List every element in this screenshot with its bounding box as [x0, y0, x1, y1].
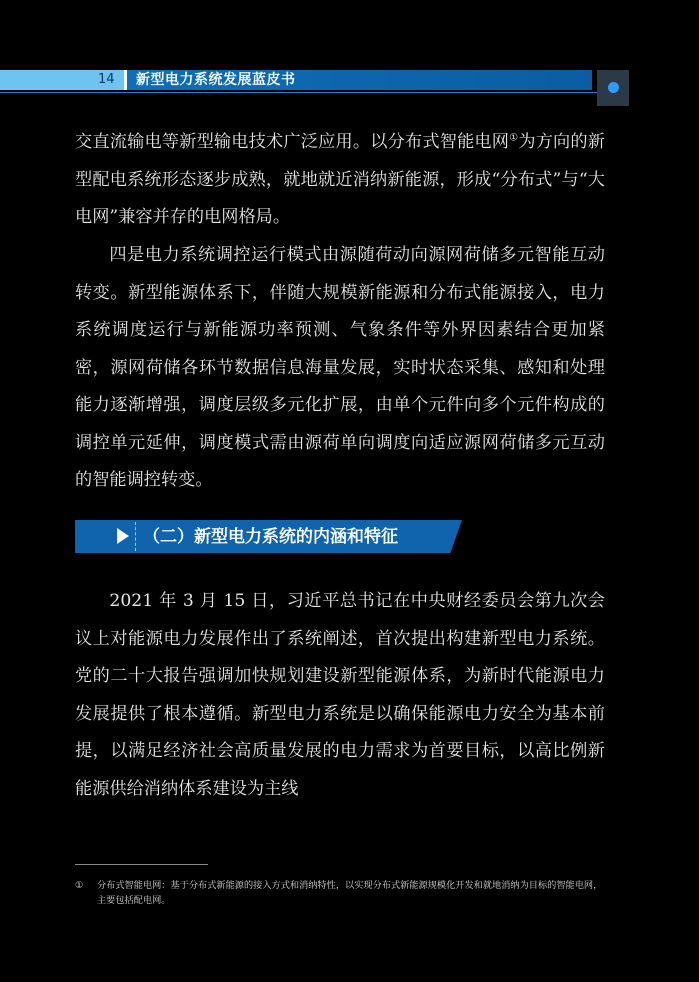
book-title: 新型电力系统发展蓝皮书 — [136, 72, 296, 88]
paragraph-1-part-b: 为方向的新型配电系统形态逐步成熟，就地就近消纳新能源，形成“分布式”与“大电网”兼容并存的电网格局。 — [75, 132, 605, 227]
footnote-rule — [75, 864, 208, 865]
paragraph-3 — [75, 583, 605, 808]
footnote-reference-mark[interactable]: ① — [509, 132, 519, 144]
page-number: 14 — [98, 72, 115, 87]
paragraph-2 — [75, 237, 605, 500]
footnote — [75, 878, 605, 908]
paragraph-1 — [75, 124, 605, 237]
paragraph-2-text: 四是电力系统调控运行模式由源随荷动向源网荷储多元智能互动转变。新型能源体系下，伴随大规模新能源和分布式能源接入，电力系统调度运行与新能源功率预测、气象条件等外界因素结合更加紧密，源网荷储各环节数据信息海量发展，实时状态采集、感知和处理能力逐渐增强，调度层级多元化扩展，由单个元件向多个元件构成的调控单元延伸，调度模式需由源荷单向调度向适应源网荷储多元互动的智能调控转变。 — [75, 245, 605, 490]
paragraph-3-text: 2021 年 3 月 15 日，习近平总书记在中央财经委员会第九次会议上对能源电力发展作出了系统阐述，首次提出构建新型电力系统。党的二十大报告强调加快规划建设新型能源体系，为新时代能源电力发展提供了根本遵循。新型电力系统是以确保能源电力安全为基本前提，以满足经济社会高质量发展的电力需求为首要目标，以高比例新能源供给消纳体系建设为主线 — [75, 591, 605, 799]
footnote-text: 分布式智能电网：基于分布式新能源的接入方式和消纳特性，以实现分布式新能源规模化开发和就地消纳为目标的智能电网，主要包括配电网。 — [97, 880, 603, 906]
header-rule — [0, 92, 600, 93]
header-divider — [124, 70, 127, 90]
section-heading-divider — [135, 522, 136, 551]
circle-dot-icon — [608, 82, 619, 93]
section-heading-title: （二）新型电力系统的内涵和特征 — [143, 527, 398, 547]
paragraph-1-part-a: 交直流输电等新型输电技术广泛应用。以分布式智能电网 — [75, 132, 510, 152]
footnote-mark: ① — [75, 880, 84, 891]
triangle-right-icon — [117, 528, 129, 544]
